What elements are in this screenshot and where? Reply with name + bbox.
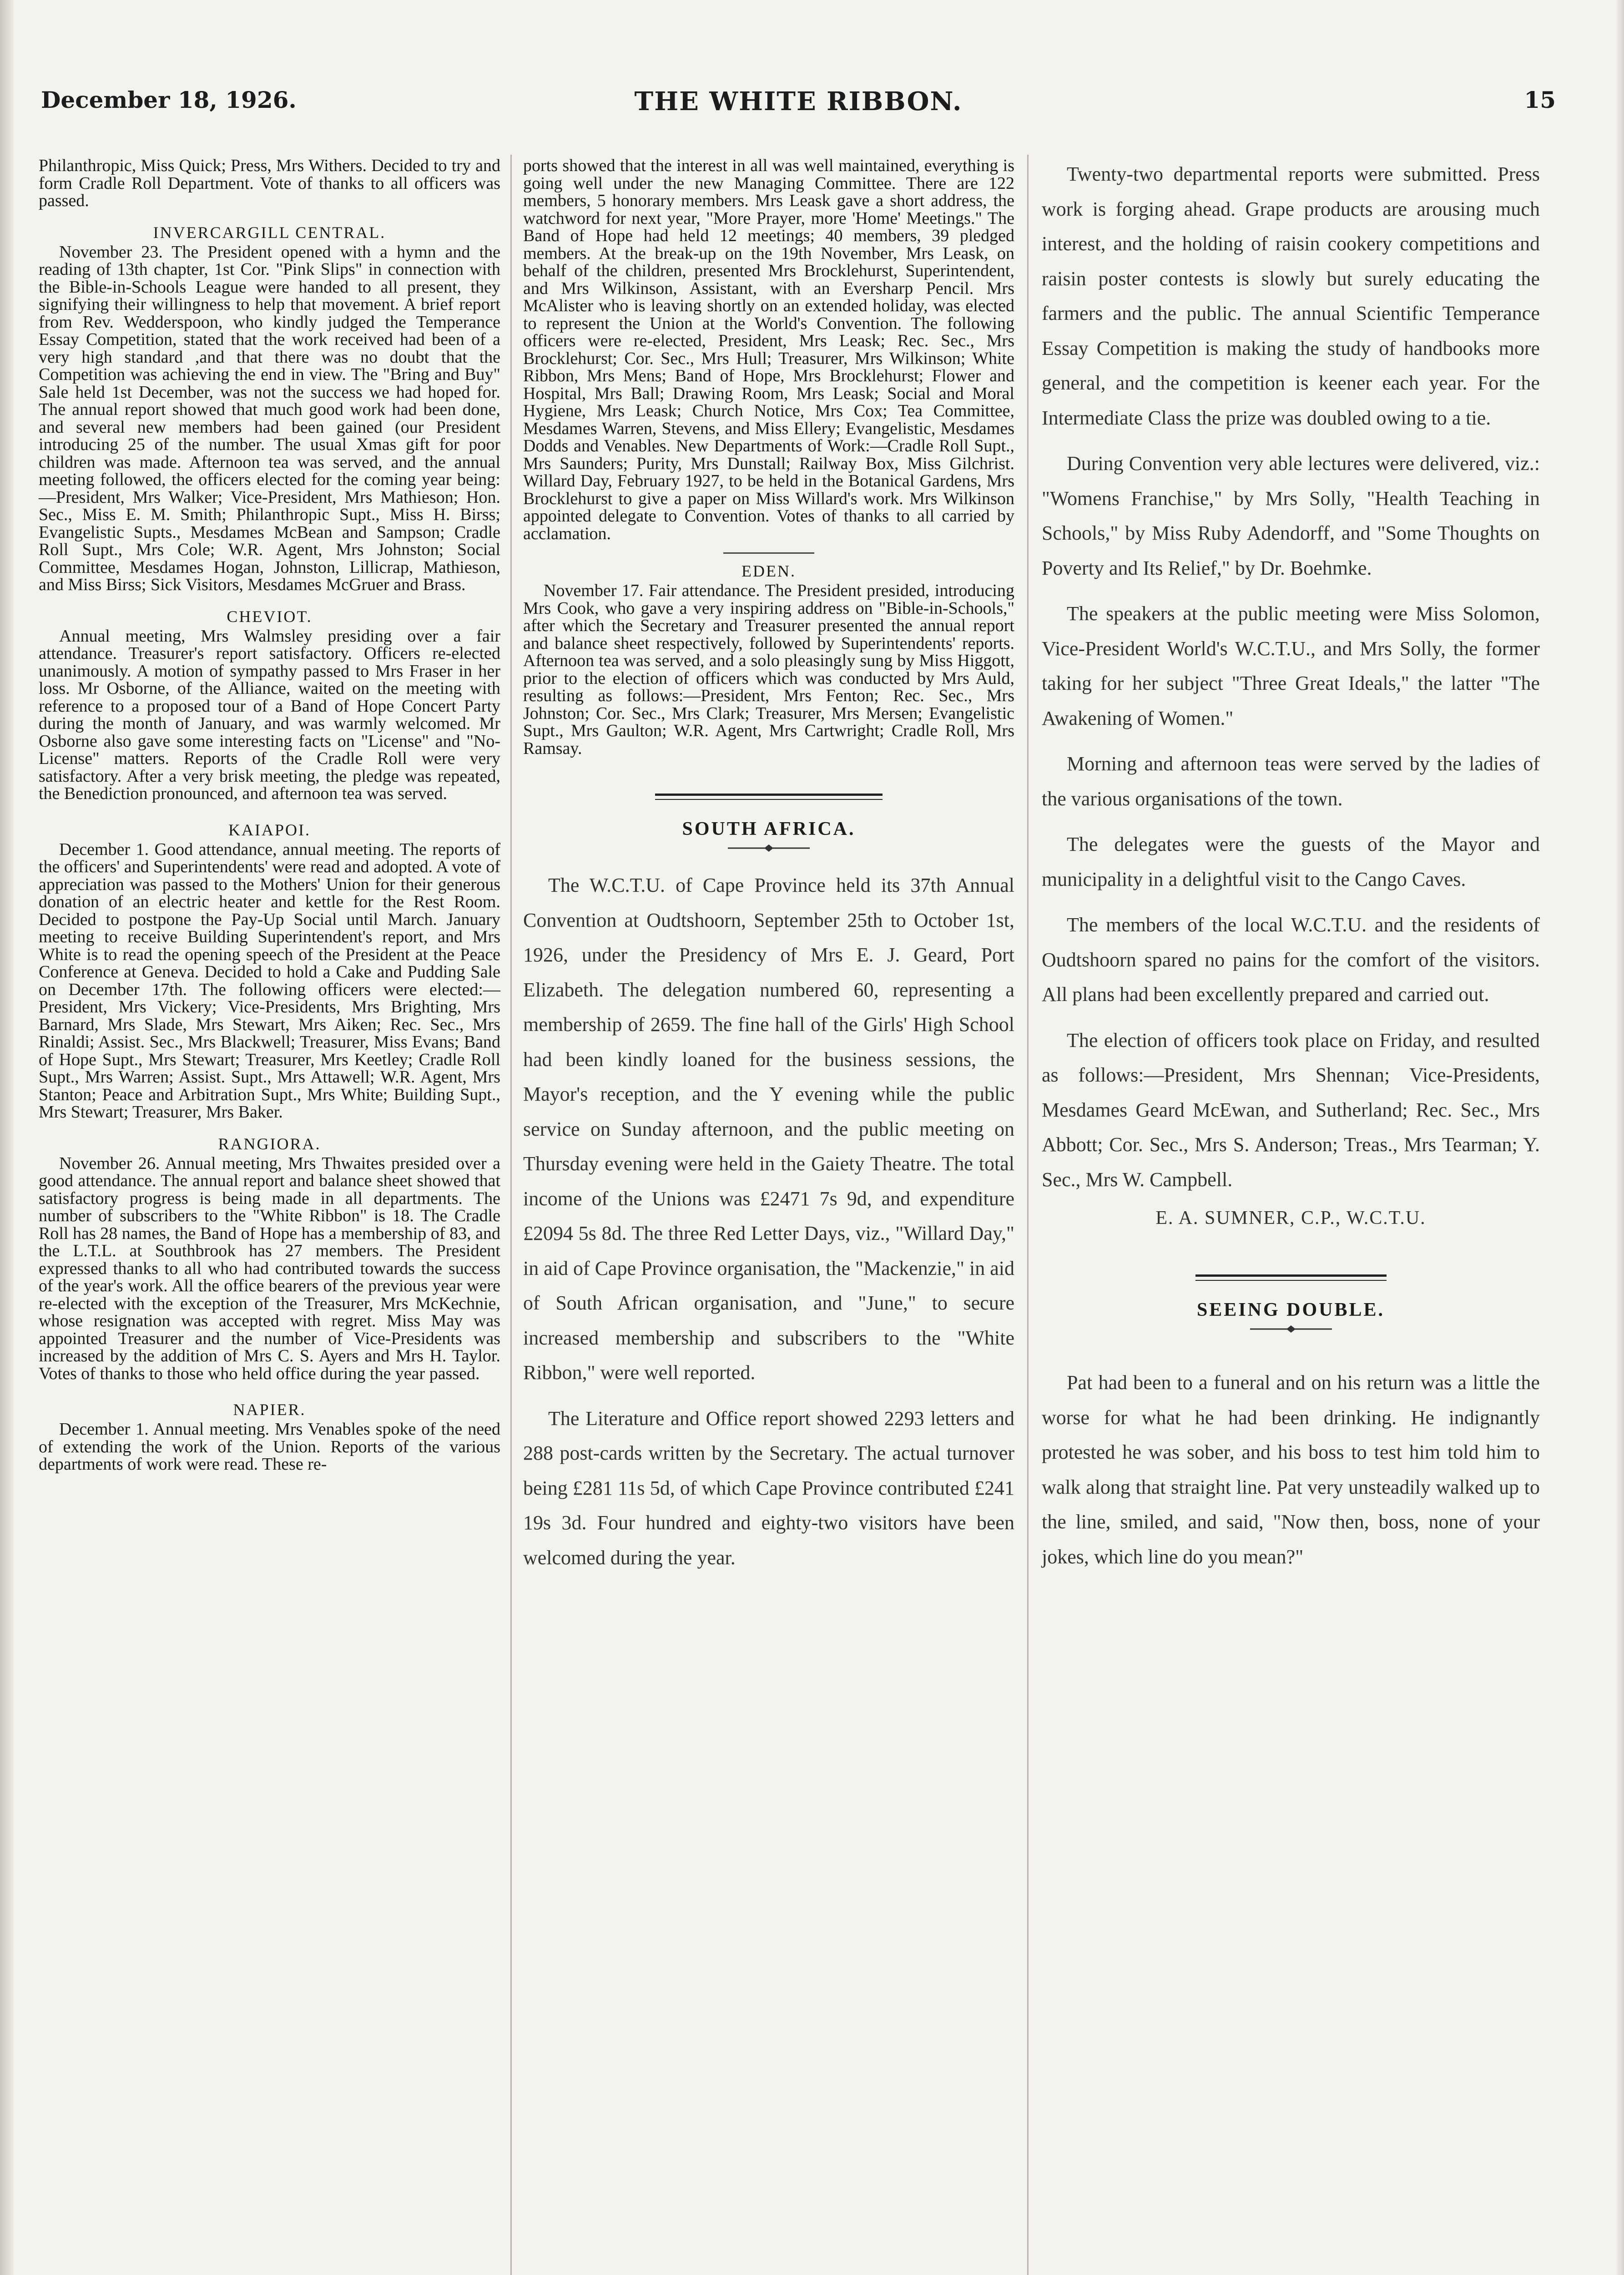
column-1 xyxy=(39,157,500,1473)
invercargill-report: November 23. The President opened with a hymn and the reading of 13th chapter, 1st Cor. "Pink Slips" in connection with the Bible-in-Schools League were handed to all present, they signifying their willingness to help that movement. A brief report from Rev. Wedderspoon, who kindly judged the Temperance Essay Competition, stated that the work received had been of a very high standard ,and that there was no doubt that the Competition was achieving the end in view. The "Bring and Buy" Sale held 1st December, was not the success we had hoped for. The annual report showed that much good work had been done, and several new members had been gained (our President introducing 25 of the number. The usual Xmas gift for poor children was made. Afternoon tea was served, and the annual meeting followed, the officers elected for the coming year being:—President, Mrs Walker; Vice-President, Mrs Mathieson; Hon. Sec., Miss E. M. Smith; Philanthropic Supt., Miss H. Birss; Evangelistic Supts., Mesdames McBean and Sampson; Cradle Roll Supt., Mrs Cole; W.R. Agent, Mrs Johnston; Social Committee, Mesdames Hogan, Johnston, Lillicrap, Mathieson, and Miss Birss; Sick Visitors, Mesdames McGruer and Brass. xyxy=(39,242,500,594)
kaiapoi-report: December 1. Good attendance, annual meeting. The reports of the officers' and Superintendents' were read and adopted. A vote of appreciation was passed to the Mothers' Union for their generous donation of an electric heater and kettle for the Rest Room. Decided to postpone the Pay-Up Social until March. January meeting to receive Building Superintendent's report, and Mrs White is to read the opening speech of the President at the Peace Conference at Geneva. Decided to hold a Cake and Pudding Sale on December 17th. The following officers were elected:—President, Mrs Vickery; Vice-Presidents, Mrs Brighting, Mrs Barnard, Mrs Slade, Mrs Stewart, Mrs Aiken; Rec. Sec., Mrs Rinaldi; Assist. Sec., Mrs Blackwell; Treasurer, Miss Evans; Band of Hope Supt., Mrs Stewart; Treasurer, Mrs Keetley; Cradle Roll Supt., Mrs Warren; Assist. Supt., Mrs Attawell; W.R. Agent, Mrs Stanton; Peace and Arbitration Supt., Mrs White; Building Supt., Mrs Stewart; Treasurer, Mrs Baker. xyxy=(39,839,500,1122)
napier-heading: NAPIER. xyxy=(233,1400,306,1419)
issue-date: December 18, 1926. xyxy=(41,86,297,113)
section-divider xyxy=(723,552,814,554)
double-rule-divider-2 xyxy=(1195,1274,1387,1281)
convention-paragraph-2: During Convention very able lectures were delivered, viz.: "Womens Franchise," by Mrs Solly, "Health Teaching in Schools," by Miss Ruby Adendorff, and "Some Thoughts on Poverty and Its Relief," by Dr. Boehmke. xyxy=(1042,452,1540,579)
south-africa-title: SOUTH AFRICA. xyxy=(682,819,856,839)
eden-heading: EDEN. xyxy=(741,562,796,580)
convention-paragraph-5: The delegates were the guests of the Mayor and municipality in a delightful visit to the Cango Caves. xyxy=(1042,833,1540,890)
eden-report: November 17. Fair attendance. The President presided, introducing Mrs Cook, who gave a very inspiring address on "Bible-in-Schools," after which the Secretary and Treasurer presented the annual report and balance sheet respectively, followed by Superintendents' reports. Afternoon tea was served, and a solo pleasingly sung by Miss Higgott, prior to the election of officers which was conducted by Mrs Auld, resulting as follows:—President, Mrs Fenton; Rec. Sec., Mrs Johnston; Cor. Sec., Mrs Clark; Treasurer, Mrs Mersen; Evangelistic Supt., Mrs Gaulton; W.R. Agent, Mrs Cartwright; Cradle Roll, Mrs Ramsay. xyxy=(523,581,1014,758)
scan-edge-left xyxy=(0,0,14,2275)
dash-ornament-icon xyxy=(728,844,810,853)
page-header xyxy=(41,86,1556,127)
cheviot-heading: CHEVIOT. xyxy=(227,607,313,626)
south-africa-paragraph-1: The W.C.T.U. of Cape Province held its 37th Annual Convention at Oudtshoorn, September 25th to October 1st, 1926, under the Presidency of Mrs E. J. Geard, Port Elizabeth. The delegation numbered 60, representing a membership of 2659. The fine hall of the Girls' High School had been kindly loaned for the business sessions, the Mayor's reception, and the Y evening while the public service on Sunday afternoon, and the public meeting on Thursday evening were held in the Gaiety Theatre. The total income of the Unions was £2471 7s 9d, and expenditure £2094 5s 8d. The three Red Letter Days, viz., "Willard Day," in aid of Cape Province organisation, the "Mackenzie," in aid of South African organisation, and "June," to secure increased membership and subscribers to the "White Ribbon," were well reported. xyxy=(523,874,1014,1384)
south-africa-paragraph-2: The Literature and Office report showed 2293 letters and 288 post-cards written by the Secretary. The actual turnover being £281 11s 5d, of which Cape Province contributed £241 19s 3d. Four hundred and eighty-two visitors have been welcomed during the year. xyxy=(523,1407,1014,1569)
column-rule-1 xyxy=(510,155,512,2275)
rangiora-heading: RANGIORA. xyxy=(218,1134,321,1153)
double-rule-divider xyxy=(655,794,883,800)
convention-paragraph-1: Twenty-two departmental reports were submitted. Press work is forging ahead. Grape products are arousing much interest, and the holding of raisin cookery competitions and raisin poster contests is slowly but surely educating the farmers and the public. The annual Scientific Temperance Essay Competition is making the study of handbooks more general, and the competition is keener each year. For the Intermediate Class the prize was doubled owing to a tie. xyxy=(1042,163,1540,429)
convention-paragraph-7: The election of officers took place on Friday, and resulted as follows:—President, Mrs Shennan; Vice-Presidents, Mesdames Geard McEwan, and Sutherland; Rec. Sec., Mrs Abbott; Cor. Sec., Mrs S. Anderson; Treas., Mrs Tearman; Y. Sec., Mrs W. Campbell. xyxy=(1042,1029,1540,1191)
column-2 xyxy=(523,157,1014,1575)
convention-paragraph-3: The speakers at the public meeting were Miss Solomon, Vice-President World's W.C.T.U., and Mrs Solly, the former taking for her subject "Three Great Ideals," the latter "The Awakening of Women." xyxy=(1042,602,1540,729)
intro-paragraph: Philanthropic, Miss Quick; Press, Mrs Withers. Decided to try and form Cradle Roll Department. Vote of thanks to all officers was passed. xyxy=(39,156,500,210)
column-rule-2 xyxy=(1027,155,1029,2275)
napier-report: December 1. Annual meeting. Mrs Venables spoke of the need of extending the work of the Union. Reports of the various departments of work were read. These re- xyxy=(39,1420,500,1474)
dash-ornament-icon xyxy=(1250,1325,1332,1334)
seeing-double-story: Pat had been to a funeral and on his return was a little the worse for what he had been drinking. He indignantly protested he was sober, and his boss to test him told him to walk along that straight line. Pat very unsteadily walked up to the line, smiled, and said, "Now then, boss, none of your jokes, which line do you mean?" xyxy=(1042,1371,1540,1568)
publication-title: THE WHITE RIBBON. xyxy=(634,86,963,116)
seeing-double-title: SEEING DOUBLE. xyxy=(1196,1299,1385,1320)
kaiapoi-heading: KAIAPOI. xyxy=(228,820,311,839)
scan-edge-right xyxy=(1616,0,1624,2275)
page-number: 15 xyxy=(1524,86,1556,113)
cheviot-report: Annual meeting, Mrs Walmsley presiding over a fair attendance. Treasurer's report satisfactory. Officers re-elected unanimously. A motion of sympathy passed to Mrs Fraser in her loss. Mr Osborne, of the Alliance, waited on the meeting with reference to a proposed tour of a Band of Hope Concert Party during the month of January, and was warmly welcomed. Mr Osborne also gave some interesting facts on "License" and "No-License" matters. Reports of the Cradle Roll were very satisfactory. After a very brisk meeting, the pledge was repeated, the Benediction pronounced, and afternoon tea was served. xyxy=(39,626,500,803)
convention-paragraph-4: Morning and afternoon teas were served by the ladies of the various organisations of the town. xyxy=(1042,753,1540,810)
invercargill-heading: INVERCARGILL CENTRAL. xyxy=(153,223,386,242)
rangiora-report: November 26. Annual meeting, Mrs Thwaites presided over a good attendance. The annual report and balance sheet showed that satisfactory progress is being made in all departments. The number of subscribers to the "White Ribbon" is 18. The Cradle Roll has 28 names, the Band of Hope has a membership of 83, and the L.T.L. at Southbrook has 27 members. The President expressed thanks to all who had contributed towards the success of the year's work. All the office bearers of the previous year were re-elected with the exception of the Treasurer, Mrs McKechnie, whose resignation was accepted with regret. Miss May was appointed Treasurer and the number of Vice-Presidents was increased by the addition of Mrs C. S. Ayers and Mrs H. Taylor. Votes of thanks to those who held office during the year passed. xyxy=(39,1153,500,1383)
column-3 xyxy=(1042,157,1540,1574)
author-signature: E. A. SUMNER, C.P., W.C.T.U. xyxy=(1155,1208,1426,1228)
napier-report-continued: ports showed that the interest in all was well maintained, everything is going well under the new Managing Committee. There are 122 members, 5 honorary members. Mrs Leask gave a short address, the watchword for next year, "More Prayer, more 'Home' Meetings." The Band of Hope had held 12 meetings; 40 members, 39 pledged members. At the break-up on the 19th November, Mrs Leask, on behalf of the children, presented Mrs Brocklehurst, Superintendent, and Mrs Wilkinson, Assistant, with an Eversharp Pencil. Mrs McAlister who is leaving shortly on an extended holiday, was elected to represent the Union at the World's Convention. The following officers were re-elected, President, Mrs Leask; Rec. Sec., Mrs Brocklehurst; Cor. Sec., Mrs Hull; Treasurer, Mrs Wilkinson; White Ribbon, Mrs Mens; Band of Hope, Mrs Brocklehurst; Flower and Hospital, Mrs Ball; Drawing Room, Mrs Leask; Social and Moral Hygiene, Mrs Leask; Church Notice, Mrs Cox; Tea Committee, Mesdames Warren, Stevens, and Miss Ellery; Evangelistic, Mesdames Dodds and Venables. New Departments of Work:—Cradle Roll Supt., Mrs Saunders; Purity, Mrs Dunstall; Railway Box, Miss Gilchrist. Willard Day, February 1927, to be held in the Botanical Gardens, Mrs Brocklehurst to give a paper on Miss Willard's work. Mrs Wilkinson appointed delegate to Convention. Votes of thanks to all carried by acclamation. xyxy=(523,156,1014,543)
convention-paragraph-6: The members of the local W.C.T.U. and the residents of Oudtshoorn spared no pains for the comfort of the visitors. All plans had been excellently prepared and carried out. xyxy=(1042,914,1540,1006)
